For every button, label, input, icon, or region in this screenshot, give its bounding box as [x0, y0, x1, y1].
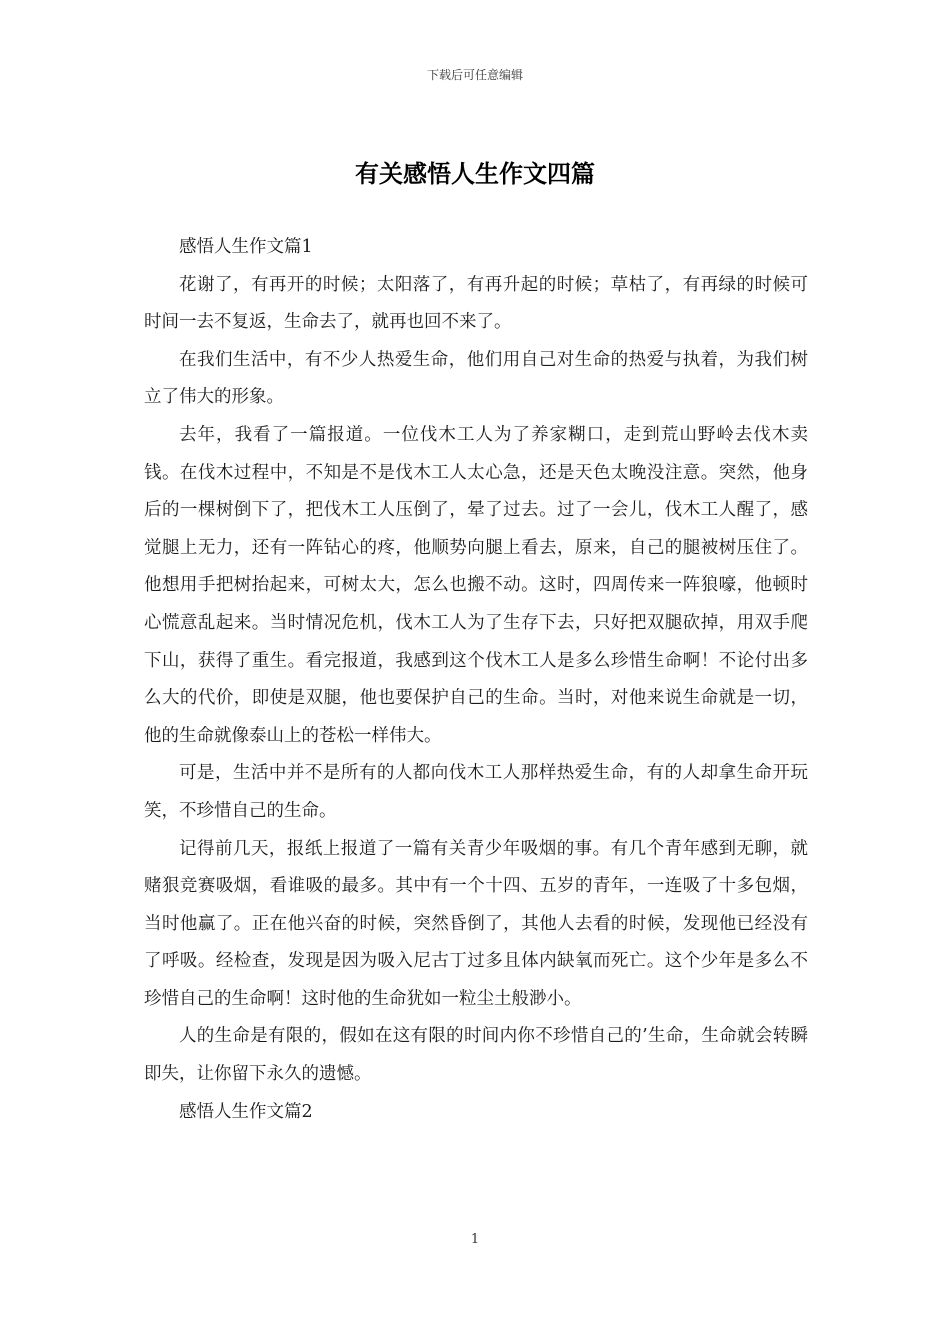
header-note: 下载后可任意编辑: [426, 68, 523, 82]
section-heading: 感悟人生作文篇1: [179, 237, 313, 257]
paragraph: 记得前几天，报纸上报道了一篇有关青少年吸烟的事。有几个青年感到无聊，就赌狠竞赛吸烟，看谁吸的最多。其中有一个十四、五岁的青年，一连吸了十多包烟，当时他赢了。正在他兴奋的时候，突然昏倒了，其他人去看的时候，发现他已经没有了呼吸。经检查，发现是因为吸入尼古丁过多且体内缺氧而死亡。这个少年是多么不珍惜自己的生命啊！这时他的生命犹如一粒尘土般渺小。: [144, 838, 808, 1009]
document-body: [144, 229, 808, 1131]
paragraph: 人的生命是有限的，假如在这有限的时间内你不珍惜自己的’生命，生命就会转瞬即失，让你留下永久的遗憾。: [144, 1026, 808, 1085]
paragraph: 在我们生活中，有不少人热爱生命，他们用自己对生命的热爱与执着，为我们树立了伟大的形象。: [144, 349, 808, 408]
page-number: 1: [470, 1232, 480, 1247]
paragraph: 花谢了，有再开的时候；太阳落了，有再升起的时候；草枯了，有再绿的时候可时间一去不复返，生命去了，就再也回不来了。: [144, 274, 808, 333]
document-title: 有关感悟人生作文四篇: [355, 159, 595, 188]
paragraph: 可是，生活中并不是所有的人都向伐木工人那样热爱生命，有的人却拿生命开玩笑，不珍惜自己的生命。: [144, 763, 808, 821]
paragraph: 去年，我看了一篇报道。一位伐木工人为了养家糊口，走到荒山野岭去伐木卖钱。在伐木过程中，不知是不是伐木工人太心急，还是天色太晚没注意。突然，他身后的一棵树倒下了，把伐木工人压倒了，晕了过去。过了一会儿，伐木工人醒了，感觉腿上无力，还有一阵钻心的疼，他顺势向腿上看去，原来，自己的腿被树压住了。他想用手把树抬起来，可树太大，怎么也搬不动。这时，四周传来一阵狼嚎，他顿时心慌意乱起来。当时情况危机，伐木工人为了生存下去，只好把双腿砍掉，用双手爬下山，获得了重生。看完报道，我感到这个伐木工人是多么珍惜生命啊！不论付出多么大的代价，即使是双腿，他也要保护自己的生命。当时，对他来说生命就是一切，他的生命就像泰山上的苍松一样伟大。: [144, 424, 808, 746]
section-heading: 感悟人生作文篇2: [179, 1101, 313, 1122]
